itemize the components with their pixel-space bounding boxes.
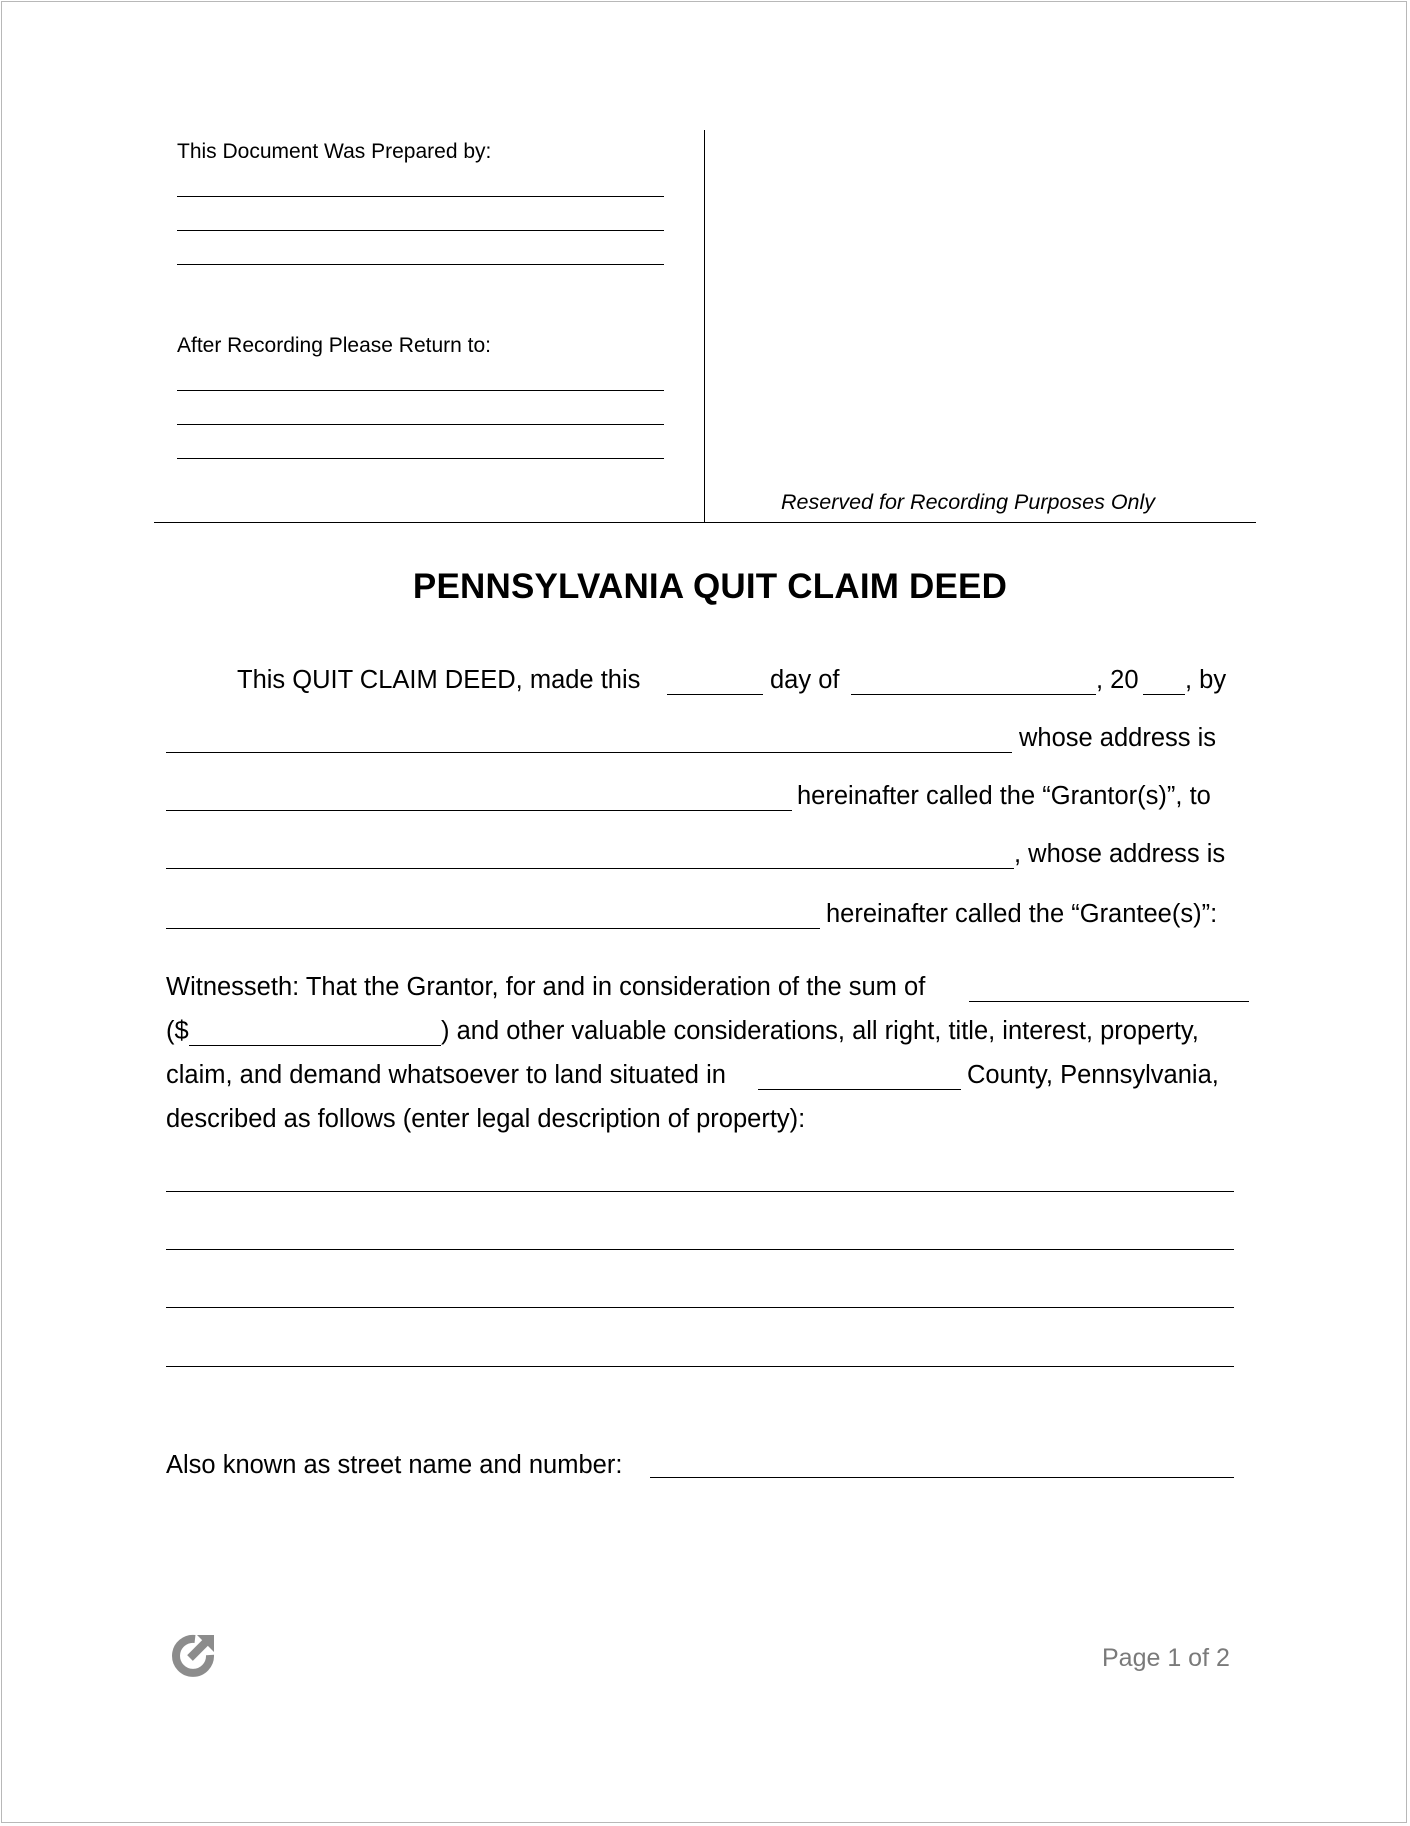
legal-description-line-4[interactable] <box>166 1366 1234 1367</box>
header-divider-horizontal <box>154 522 1256 523</box>
legal-description-line-1[interactable] <box>166 1191 1234 1192</box>
year-prefix-text: , 20 <box>1096 666 1139 694</box>
dollar-open-text: ($ <box>166 1017 189 1045</box>
grantee-called-text: hereinafter called the “Grantee(s)”: <box>826 900 1218 928</box>
prepared-by-line-1[interactable] <box>177 196 664 197</box>
return-to-line-2[interactable] <box>177 424 664 425</box>
return-to-line-1[interactable] <box>177 390 664 391</box>
day-field[interactable] <box>667 694 763 695</box>
return-to-line-3[interactable] <box>177 458 664 459</box>
day-of-text: day of <box>770 666 840 694</box>
legal-description-line-2[interactable] <box>166 1249 1234 1250</box>
share-arrow-icon <box>168 1630 218 1680</box>
witnesseth-line-4: described as follows (enter legal description of property): <box>166 1105 806 1133</box>
made-this-text: This QUIT CLAIM DEED, made this <box>237 666 641 694</box>
grantee-name-field[interactable] <box>166 868 1014 869</box>
by-text: , by <box>1185 666 1227 694</box>
whose-address-2-text: , whose address is <box>1014 840 1226 868</box>
year-field[interactable] <box>1143 694 1185 695</box>
document-title: PENNSYLVANIA QUIT CLAIM DEED <box>412 567 1008 606</box>
prepared-by-label: This Document Was Prepared by: <box>177 140 492 163</box>
street-address-field[interactable] <box>650 1477 1234 1478</box>
also-known-label: Also known as street name and number: <box>166 1451 623 1479</box>
county-field[interactable] <box>758 1089 961 1090</box>
prepared-by-line-3[interactable] <box>177 264 664 265</box>
reserved-label: Reserved for Recording Purposes Only <box>781 490 1156 514</box>
witnesseth-line-3a: claim, and demand whatsoever to land situated in <box>166 1061 726 1089</box>
witnesseth-line-2: ) and other valuable considerations, all right, title, interest, property, <box>441 1017 1199 1045</box>
grantor-address-field[interactable] <box>166 810 792 811</box>
consideration-amount-field[interactable] <box>189 1045 441 1046</box>
witnesseth-line-1: Witnesseth: That the Grantor, for and in consideration of the sum of <box>166 973 926 1001</box>
page-number: Page 1 of 2 <box>1102 1644 1230 1672</box>
prepared-by-line-2[interactable] <box>177 230 664 231</box>
witnesseth-line-3b: County, Pennsylvania, <box>967 1061 1219 1089</box>
grantee-address-field[interactable] <box>166 928 820 929</box>
whose-address-text: whose address is <box>1019 724 1217 752</box>
month-field[interactable] <box>851 694 1096 695</box>
grantor-called-text: hereinafter called the “Grantor(s)”, to <box>797 782 1211 810</box>
header-divider-vertical <box>704 130 705 522</box>
grantor-name-field[interactable] <box>166 752 1012 753</box>
return-to-label: After Recording Please Return to: <box>177 334 491 357</box>
consideration-words-field[interactable] <box>969 1001 1249 1002</box>
legal-description-line-3[interactable] <box>166 1307 1234 1308</box>
